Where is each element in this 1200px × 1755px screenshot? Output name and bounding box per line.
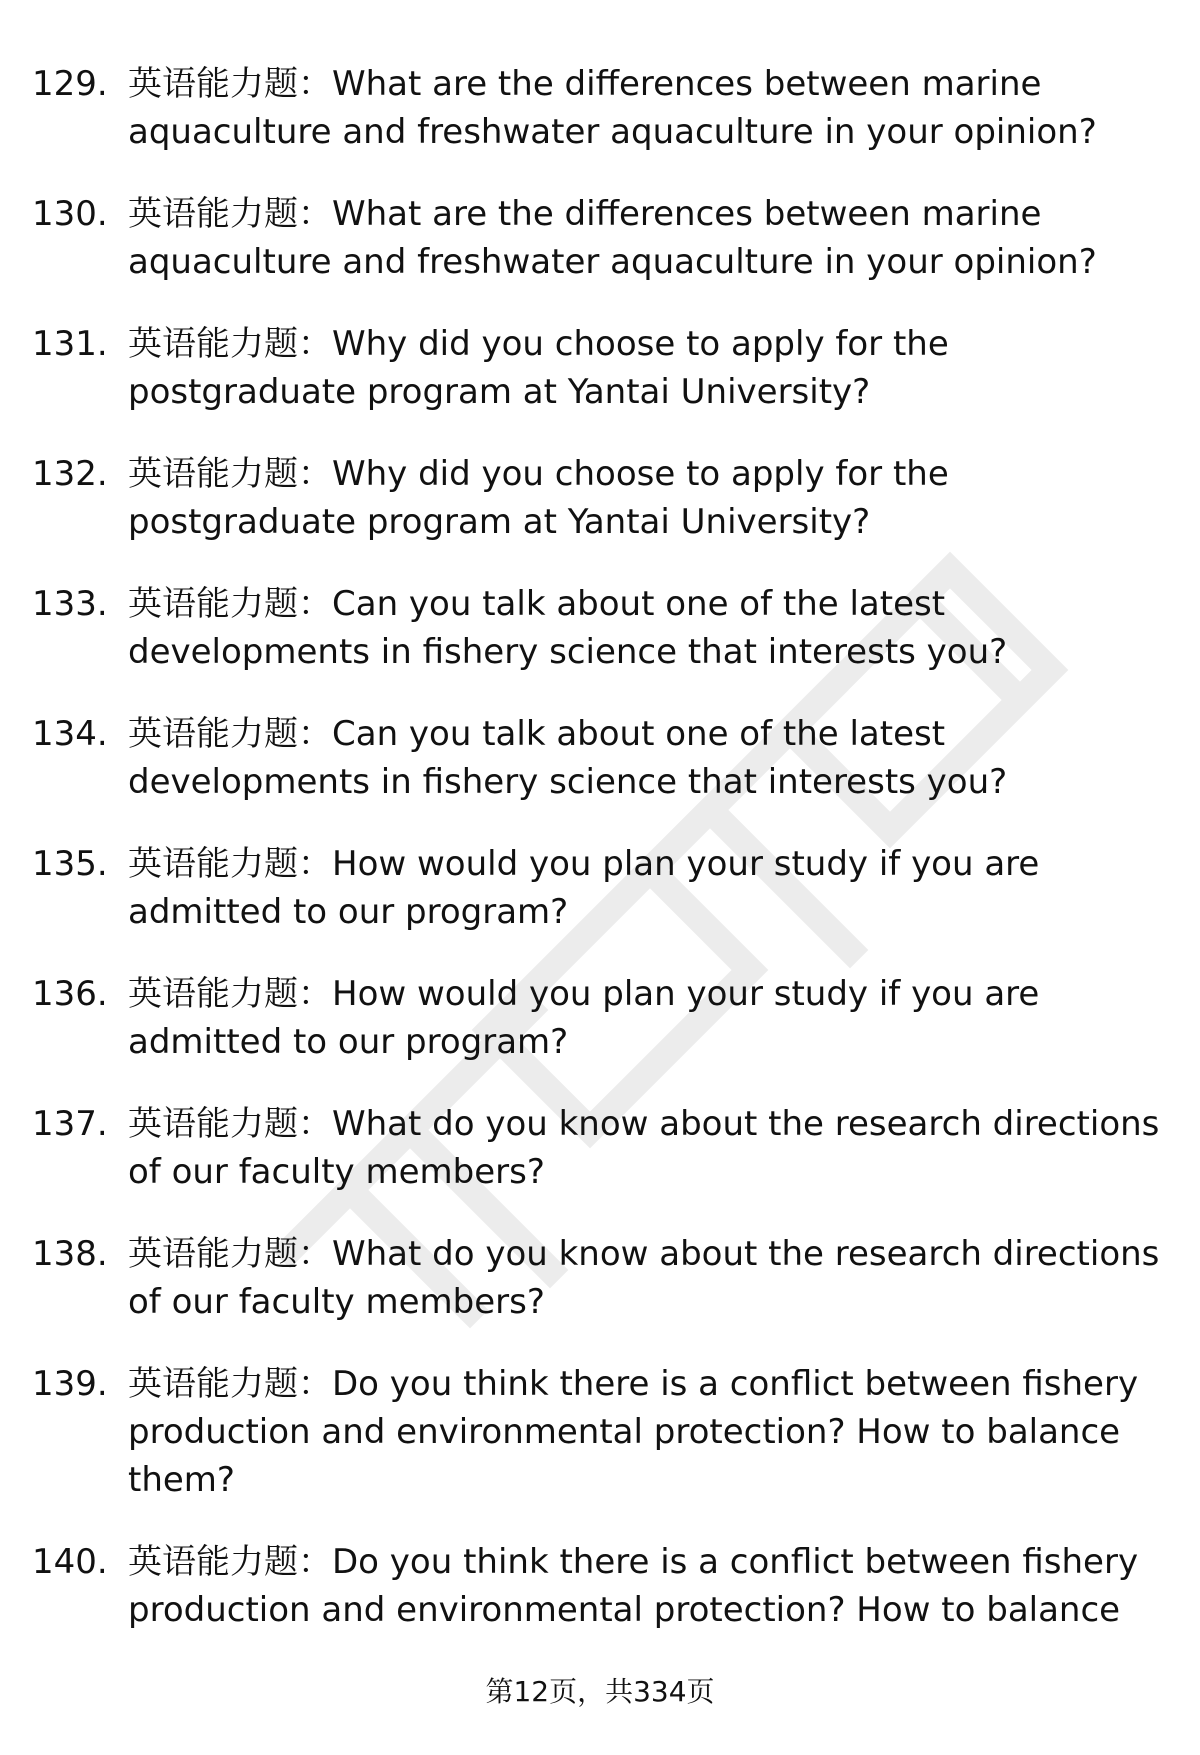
question-number: 136. bbox=[32, 974, 108, 1014]
question-body bbox=[128, 450, 1200, 546]
question-category: 英语能力题： bbox=[128, 64, 332, 104]
question-body bbox=[128, 840, 1200, 936]
question-item bbox=[0, 970, 1200, 1066]
question-number: 140. bbox=[32, 1542, 108, 1582]
question-category: 英语能力题： bbox=[128, 844, 332, 884]
question-item bbox=[0, 1360, 1200, 1504]
question-item bbox=[0, 320, 1200, 416]
question-number: 130. bbox=[32, 194, 108, 234]
question-item bbox=[0, 840, 1200, 936]
question-number: 139. bbox=[32, 1364, 108, 1404]
question-number: 134. bbox=[32, 714, 108, 754]
question-category: 英语能力题： bbox=[128, 324, 332, 364]
page-footer: 第12页，共334页 bbox=[485, 1675, 715, 1708]
question-body bbox=[128, 190, 1200, 286]
question-text: What do you know about the research directions of our faculty members? bbox=[128, 1234, 1160, 1322]
question-item bbox=[0, 60, 1200, 156]
question-item bbox=[0, 450, 1200, 546]
question-number: 135. bbox=[32, 844, 108, 884]
question-number: 138. bbox=[32, 1234, 108, 1274]
question-body bbox=[128, 60, 1200, 156]
question-item bbox=[0, 1100, 1200, 1196]
question-body bbox=[128, 320, 1200, 416]
question-number: 129. bbox=[32, 64, 108, 104]
question-number: 133. bbox=[32, 584, 108, 624]
question-body bbox=[128, 970, 1200, 1066]
question-body bbox=[128, 580, 1200, 676]
question-text: Why did you choose to apply for the postgraduate program at Yantai University? bbox=[128, 324, 949, 412]
question-body bbox=[128, 1100, 1200, 1196]
question-category: 英语能力题： bbox=[128, 454, 332, 494]
question-category: 英语能力题： bbox=[128, 1104, 332, 1144]
question-category: 英语能力题： bbox=[128, 1542, 332, 1582]
question-number: 131. bbox=[32, 324, 108, 364]
question-category: 英语能力题： bbox=[128, 1364, 332, 1404]
question-text: Can you talk about one of the latest developments in fishery science that interests you? bbox=[128, 584, 1008, 672]
question-text: Why did you choose to apply for the postgraduate program at Yantai University? bbox=[128, 454, 949, 542]
question-item bbox=[0, 1230, 1200, 1326]
question-item bbox=[0, 190, 1200, 286]
question-category: 英语能力题： bbox=[128, 1234, 332, 1274]
question-text: How would you plan your study if you are admitted to our program? bbox=[128, 844, 1040, 932]
question-text: Can you talk about one of the latest developments in fishery science that interests you? bbox=[128, 714, 1008, 802]
question-body bbox=[128, 1360, 1200, 1504]
question-body bbox=[128, 710, 1200, 806]
question-text: What do you know about the research directions of our faculty members? bbox=[128, 1104, 1160, 1192]
question-body bbox=[128, 1538, 1200, 1634]
question-category: 英语能力题： bbox=[128, 974, 332, 1014]
question-body bbox=[128, 1230, 1200, 1326]
question-category: 英语能力题： bbox=[128, 584, 332, 624]
question-number: 132. bbox=[32, 454, 108, 494]
question-text: Do you think there is a conflict between fishery production and environmental protection? How to balance bbox=[128, 1542, 1139, 1630]
question-text: What are the differences between marine aquaculture and freshwater aquaculture in your opinion? bbox=[128, 64, 1097, 152]
question-text: Do you think there is a conflict between fishery production and environmental protection? How to balance them? bbox=[128, 1364, 1139, 1500]
question-item bbox=[0, 1538, 1200, 1634]
question-number: 137. bbox=[32, 1104, 108, 1144]
question-category: 英语能力题： bbox=[128, 714, 332, 754]
question-item bbox=[0, 710, 1200, 806]
question-text: How would you plan your study if you are admitted to our program? bbox=[128, 974, 1040, 1062]
question-item bbox=[0, 580, 1200, 676]
question-text: What are the differences between marine aquaculture and freshwater aquaculture in your opinion? bbox=[128, 194, 1097, 282]
question-category: 英语能力题： bbox=[128, 194, 332, 234]
